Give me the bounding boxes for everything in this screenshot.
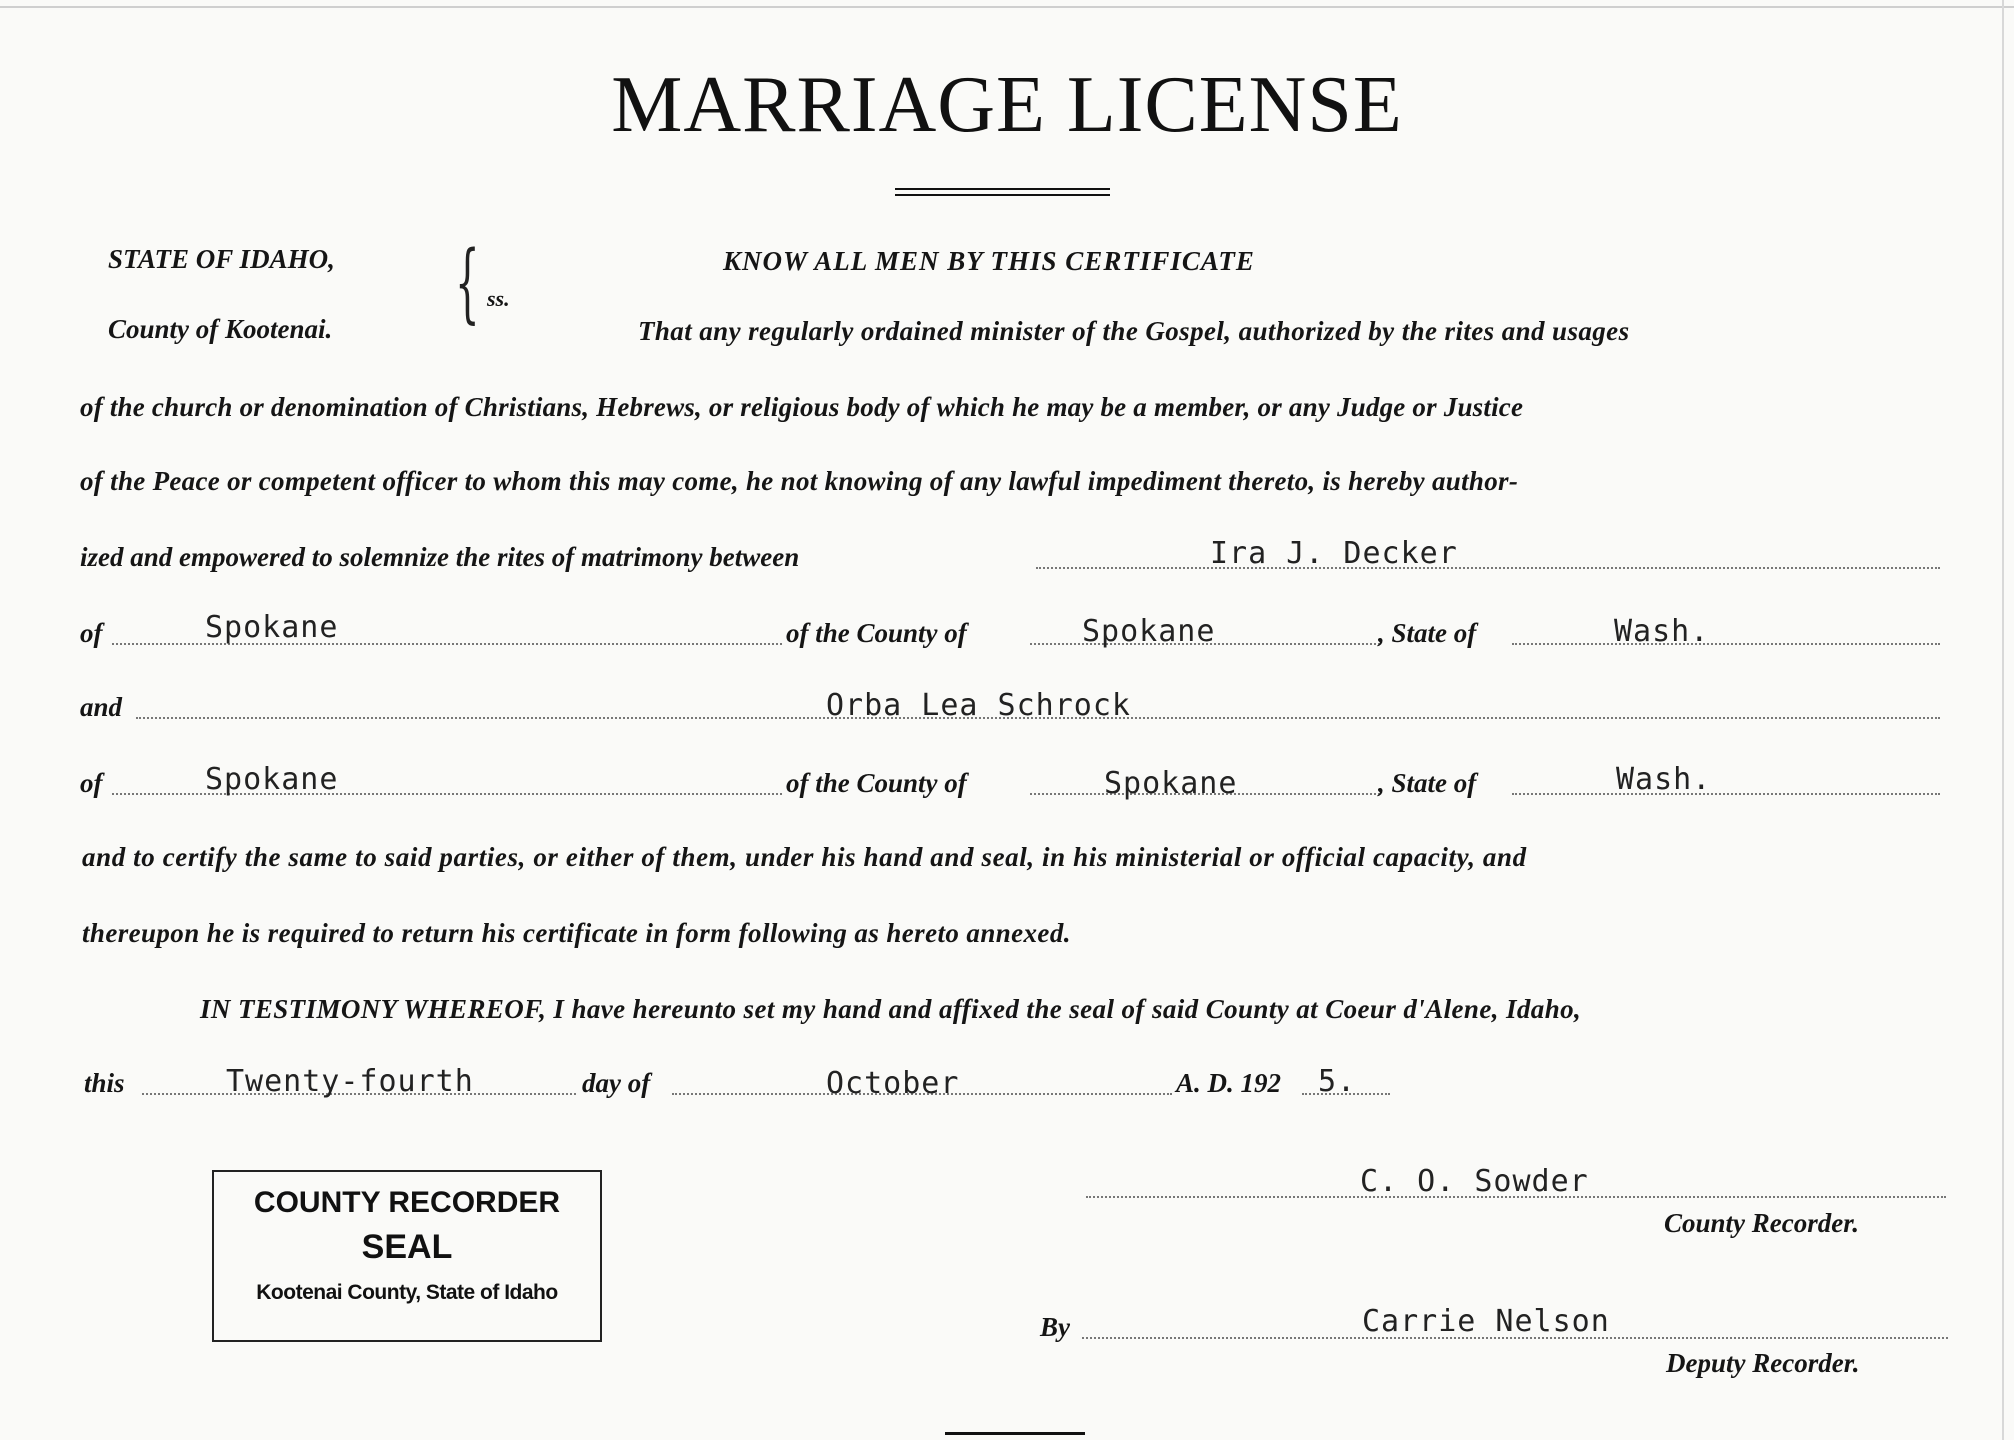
this-label: this: [84, 1068, 125, 1098]
groom-state-label: , State of: [1378, 618, 1477, 648]
bride-name: Orba Lea Schrock: [826, 688, 1131, 723]
bride-city: Spokane: [205, 762, 339, 797]
seal-line-3: Kootenai County, State of Idaho: [256, 1281, 558, 1304]
county-recorder-seal: [212, 1170, 602, 1342]
bride-state-label: , State of: [1378, 768, 1477, 798]
body-line-3: of the Peace or competent officer to whom this may come, he not knowing of any lawful impediment thereto, is hereby author-: [80, 466, 1519, 496]
testimony-line: IN TESTIMONY WHEREOF, I have hereunto set my hand and affixed the seal of said County at Coeur d'Alene, Idaho,: [200, 994, 1582, 1024]
ad-label: A. D. 192: [1176, 1068, 1282, 1098]
groom-name-line: [1036, 567, 1940, 569]
groom-name: Ira J. Decker: [1210, 536, 1458, 571]
title-rule-top: [895, 188, 1110, 190]
by-label: By: [1040, 1312, 1070, 1342]
body-line-8: and to certify the same to said parties, or either of them, under his hand and seal, in his ministerial or official capacity, and: [82, 842, 1527, 872]
groom-county: Spokane: [1082, 614, 1216, 649]
seal-line-1: COUNTY RECORDER: [253, 1186, 561, 1219]
bottom-rule: [945, 1432, 1085, 1435]
bride-county: Spokane: [1104, 766, 1238, 801]
right-border: [2002, 0, 2004, 1440]
bride-state-line: [1512, 793, 1940, 795]
bride-of-label: of: [80, 768, 103, 798]
certificate-heading: KNOW ALL MEN BY THIS CERTIFICATE: [723, 246, 1255, 276]
bride-county-label: of the County of: [786, 768, 967, 798]
top-border: [0, 6, 2014, 8]
groom-state-line: [1512, 643, 1940, 645]
day-of-label: day of: [582, 1068, 651, 1098]
title-rule-bottom: [895, 194, 1110, 196]
venue-county: County of Kootenai.: [108, 314, 333, 344]
document-title: MARRIAGE LICENSE: [611, 61, 1403, 149]
day-value: Twenty-fourth: [226, 1064, 474, 1099]
venue-state: STATE OF IDAHO,: [108, 244, 335, 274]
bride-state: Wash.: [1616, 762, 1712, 797]
groom-county-label: of the County of: [786, 618, 967, 648]
recorder-title: County Recorder.: [1664, 1208, 1860, 1238]
and-label: and: [80, 692, 123, 722]
body-line-4: ized and empowered to solemnize the rites of matrimony between: [80, 542, 800, 572]
venue-brace: {: [455, 233, 480, 333]
body-line-2: of the church or denomination of Christians, Hebrews, or religious body of which he may be a member, or any Judge or Justice: [80, 392, 1524, 422]
groom-city: Spokane: [205, 610, 339, 645]
recorder-name: C. O. Sowder: [1360, 1164, 1589, 1199]
body-line-9: thereupon he is required to return his certificate in form following as hereto annexed.: [82, 918, 1071, 948]
venue-ss: ss.: [487, 286, 510, 311]
groom-state: Wash.: [1614, 614, 1710, 649]
deputy-name: Carrie Nelson: [1362, 1304, 1610, 1339]
month-value: October: [826, 1066, 960, 1101]
seal-line-2: SEAL: [361, 1228, 453, 1266]
deputy-title: Deputy Recorder.: [1666, 1348, 1860, 1378]
body-line-1: That any regularly ordained minister of the Gospel, authorized by the rites and usages: [638, 316, 1630, 346]
groom-of-label: of: [80, 618, 103, 648]
year-digit: 5.: [1318, 1064, 1357, 1099]
